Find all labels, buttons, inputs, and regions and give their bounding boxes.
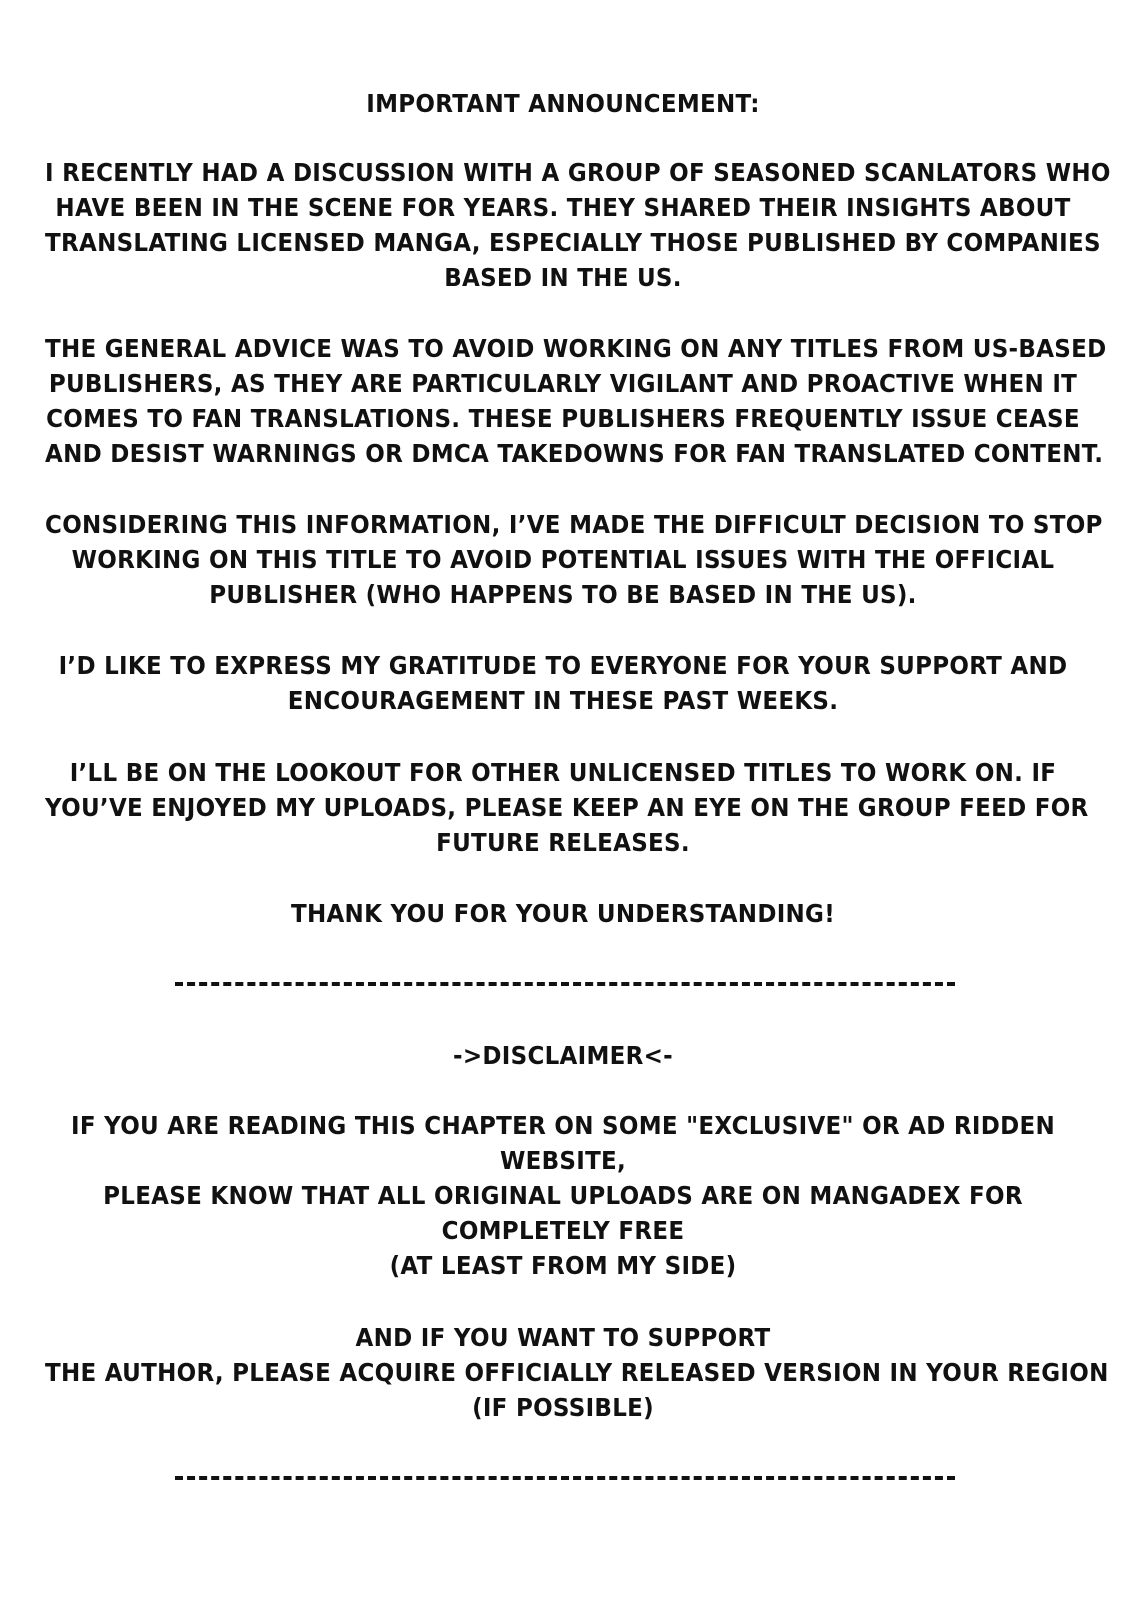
announcement-paragraph-2-line-1: THE GENERAL ADVICE WAS TO AVOID WORKING ON ANY TITLES FROM US-BASED (45, 334, 1107, 363)
announcement-paragraph-5-line-3: FUTURE RELEASES. (436, 828, 690, 857)
announcement-paragraph-2-line-4: AND DESIST WARNINGS OR DMCA TAKEDOWNS FOR FAN TRANSLATED CONTENT. (45, 439, 1104, 468)
announcement-paragraph-2-line-3: COMES TO FAN TRANSLATIONS. THESE PUBLISHERS FREQUENTLY ISSUE CEASE (46, 404, 1080, 433)
announcement-paragraph-3-line-2: WORKING ON THIS TITLE TO AVOID POTENTIAL ISSUES WITH THE OFFICIAL (71, 545, 1055, 574)
announcement-paragraph-2-line-2: PUBLISHERS, AS THEY ARE PARTICULARLY VIGILANT AND PROACTIVE WHEN IT (48, 369, 1078, 398)
announcement-paragraph-1-line-4: BASED IN THE US. (444, 263, 682, 292)
announcement-paragraph-1-line-1: I RECENTLY HAD A DISCUSSION WITH A GROUP OF SEASONED SCANLATORS WHO (45, 158, 1111, 187)
announcement-paragraph-5-line-2: YOU’VE ENJOYED MY UPLOADS, PLEASE KEEP AN EYE ON THE GROUP FEED FOR (45, 793, 1089, 822)
disclaimer-paragraph-1-line-2: WEBSITE, (499, 1146, 627, 1175)
disclaimer-paragraph-1-line-3: PLEASE KNOW THAT ALL ORIGINAL UPLOADS ARE ON MANGADEX FOR (103, 1181, 1023, 1210)
disclaimer-paragraph-2-line-3: (IF POSSIBLE) (472, 1393, 654, 1422)
announcement-heading: IMPORTANT ANNOUNCEMENT: (366, 89, 760, 118)
announcement-paragraph-5-line-1: I’LL BE ON THE LOOKOUT FOR OTHER UNLICENSED TITLES TO WORK ON. IF (69, 758, 1057, 787)
dashed-separator-top (175, 982, 955, 986)
disclaimer-heading: ->DISCLAIMER<- (453, 1041, 673, 1070)
announcement-paragraph-1-line-2: HAVE BEEN IN THE SCENE FOR YEARS. THEY SHARED THEIR INSIGHTS ABOUT (55, 193, 1071, 222)
dashed-separator-bottom (175, 1476, 955, 1480)
announcement-paragraph-3-line-1: CONSIDERING THIS INFORMATION, I’VE MADE THE DIFFICULT DECISION TO STOP (45, 510, 1103, 539)
announcement-paragraph-4-line-2: ENCOURAGEMENT IN THESE PAST WEEKS. (287, 686, 839, 715)
disclaimer-paragraph-2-line-1: AND IF YOU WANT TO SUPPORT (355, 1323, 771, 1352)
announcement-closing: THANK YOU FOR YOUR UNDERSTANDING! (290, 899, 835, 928)
disclaimer-paragraph-1-line-1: IF YOU ARE READING THIS CHAPTER ON SOME "EXCLUSIVE" OR AD RIDDEN (71, 1111, 1055, 1140)
announcement-paragraph-1-line-3: TRANSLATING LICENSED MANGA, ESPECIALLY THOSE PUBLISHED BY COMPANIES (45, 228, 1101, 257)
announcement-paragraph-4-line-1: I’D LIKE TO EXPRESS MY GRATITUDE TO EVERYONE FOR YOUR SUPPORT AND (58, 651, 1068, 680)
disclaimer-paragraph-2-line-2: THE AUTHOR, PLEASE ACQUIRE OFFICIALLY RELEASED VERSION IN YOUR REGION (45, 1358, 1109, 1387)
disclaimer-paragraph-1-line-5: (AT LEAST FROM MY SIDE) (389, 1251, 737, 1280)
disclaimer-paragraph-1-line-4: COMPLETELY FREE (441, 1216, 685, 1245)
announcement-paragraph-3-line-3: PUBLISHER (WHO HAPPENS TO BE BASED IN THE US). (209, 580, 917, 609)
